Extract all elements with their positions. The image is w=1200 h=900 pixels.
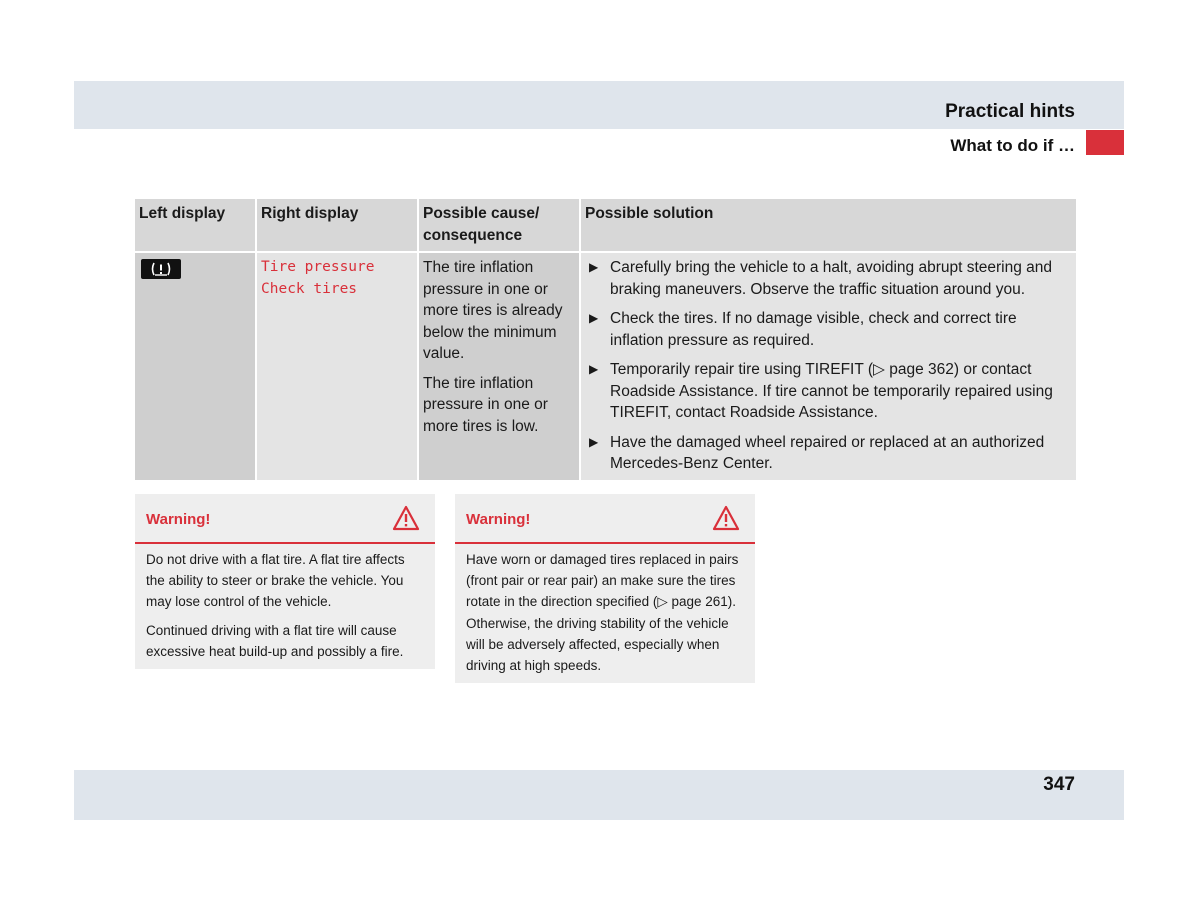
right-display-line: Tire pressure — [261, 259, 375, 275]
header-right-display: Right display — [255, 199, 417, 253]
warning-box-flat-tire — [135, 494, 435, 669]
page-number: 347 — [1043, 774, 1075, 795]
header-cause: Possible cause/ consequence — [417, 199, 579, 253]
bullet-triangle-icon: ▶ — [589, 434, 599, 449]
list-item — [585, 432, 1072, 475]
list-item — [585, 257, 1072, 300]
left-display-cell — [135, 253, 255, 480]
warning-body — [135, 544, 435, 669]
solution-text: Check the tires. If no damage visible, check and correct tire inflation pressure as required. — [610, 310, 1017, 349]
warning-header — [135, 494, 435, 544]
solution-text: Have the damaged wheel repaired or replaced at an authorized Mercedes-Benz Center. — [610, 433, 1045, 472]
table-row — [135, 253, 1076, 480]
right-display-cell — [255, 253, 417, 480]
warning-paragraph: Continued driving with a flat tire will cause excessive heat build-up and possibly a fire. — [146, 622, 404, 659]
bullet-triangle-icon: ▶ — [589, 362, 599, 376]
solution-list — [585, 257, 1072, 475]
solution-cell — [579, 253, 1076, 480]
warning-triangle-icon — [712, 505, 740, 537]
cause-paragraph: The tire inflation pressure in one or more tires is already below the minimum value. — [423, 259, 563, 362]
sub-title: What to do if … — [950, 136, 1075, 155]
list-item — [585, 308, 1072, 351]
tire-pressure-warning-icon — [141, 259, 181, 279]
warning-box-worn-tires — [455, 494, 755, 683]
warning-body — [455, 544, 755, 683]
right-display-line: Check tires — [261, 280, 358, 297]
header-left-display: Left display — [135, 199, 255, 253]
footer-band — [74, 770, 1124, 820]
table-header-row — [135, 199, 1076, 253]
cause-cell — [417, 253, 579, 480]
solution-text: Carefully bring the vehicle to a halt, avoiding abrupt steering and braking maneuvers. Observe the traffic situation around you. — [610, 259, 1053, 298]
warning-header — [455, 494, 755, 544]
warning-title: Warning! — [466, 511, 531, 528]
solution-text: Temporarily repair tire using TIREFIT (▷ page 362) or contact Roadside Assistance. If tire cannot be temporarily repaired using TIREFIT, contact Roadside Assistance. — [610, 361, 1053, 421]
section-tab-marker — [1086, 130, 1124, 155]
display-message-table — [135, 199, 1076, 480]
bullet-triangle-icon: ▶ — [589, 311, 599, 325]
section-title: Practical hints — [945, 101, 1075, 122]
bullet-triangle-icon: ▶ — [589, 260, 599, 274]
warning-title: Warning! — [146, 511, 211, 528]
warning-paragraph: Have worn or damaged tires replaced in pairs (front pair or rear pair) an make sure the tires rotate in the direction specified (▷ page 261). Otherwise, the driving stability of the vehicle will be adversely affected, especially when driving at high speeds. — [466, 552, 739, 674]
warning-triangle-icon — [392, 505, 420, 537]
warning-paragraph: Do not drive with a flat tire. A flat tire affects the ability to steer or brake the vehicle. You may lose control of the vehicle. — [146, 552, 405, 610]
header-solution: Possible solution — [579, 199, 1076, 253]
list-item — [585, 359, 1072, 424]
cause-paragraph: The tire inflation pressure in one or more tires is low. — [423, 374, 548, 435]
